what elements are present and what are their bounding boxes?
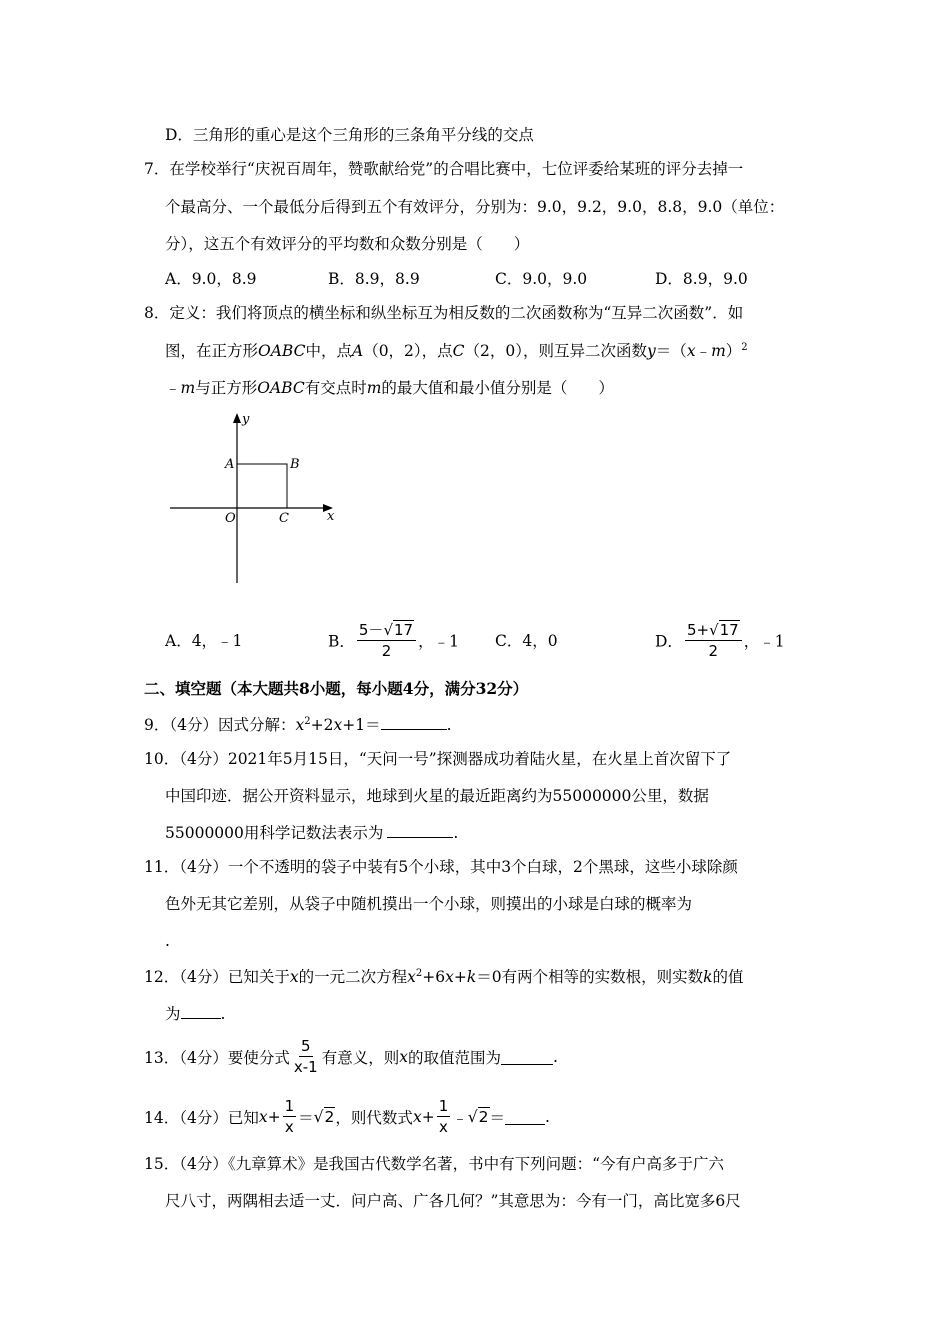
q8-option-a: A．4，﹣1 <box>165 632 243 650</box>
q10-end: . <box>453 824 459 842</box>
q7-line-2: 个最高分、一个最低分后得到五个有效评分，分别为：9.0，9.2，9.0，8.8，9.0（单位： <box>165 198 785 216</box>
sqrt-icon: √ <box>383 621 393 639</box>
q8-square-name: OABC <box>258 342 306 360</box>
q14-text: ＝ <box>489 1108 506 1127</box>
denominator: x <box>439 1118 448 1136</box>
q11-line-2: 色外无其它差别，从袋子中随机摸出一个小球，则摸出的小球是白球的概率为 <box>165 895 693 913</box>
fraction <box>357 620 416 661</box>
q10-line-2: 中国印迹．据公开资料显示，地球到火星的最近距离约为55000000公里，数据 <box>165 787 709 805</box>
q8-point-c: C <box>452 342 465 360</box>
q9 <box>144 714 452 736</box>
option-letter: D． <box>655 632 683 651</box>
q8-var-x: x <box>686 342 696 360</box>
q12-text: 12．（4分）已知关于 <box>144 968 290 986</box>
q14-text: + <box>267 1107 281 1126</box>
q14 <box>144 1096 550 1137</box>
q13-text: 的取值范围为 <box>407 1048 501 1067</box>
q12-text: +6 <box>422 968 446 986</box>
denominator: x-1 <box>293 1058 318 1076</box>
q8-point-a: A <box>351 342 364 360</box>
q7-option-c: C．9.0，9.0 <box>495 270 588 288</box>
y-axis-arrow <box>233 413 241 423</box>
q8-option-d <box>655 620 785 661</box>
sqrt-icon: √ <box>313 1107 324 1126</box>
q8-text: 中，点 <box>305 342 352 360</box>
q8-coordinate-figure <box>165 405 345 590</box>
label-o: O <box>225 511 236 526</box>
label-y: y <box>242 412 250 427</box>
q8-var-m: m <box>711 342 726 360</box>
q13-end: . <box>552 1047 558 1066</box>
q12-end: . <box>220 1005 226 1023</box>
q8-square-name: OABC <box>257 379 305 397</box>
numerator: 5+ <box>686 621 710 639</box>
option-letter: B． <box>328 632 355 651</box>
sqrt <box>468 1108 490 1126</box>
answer-blank[interactable] <box>381 715 447 730</box>
fraction <box>437 1096 451 1137</box>
numerator: 1 <box>438 1097 449 1115</box>
q10-line-3 <box>165 822 458 844</box>
q12-var: k <box>466 968 477 986</box>
label-c: C <box>279 511 289 526</box>
q8-text: ﹣ <box>695 342 712 360</box>
q9-var-x: x <box>295 716 305 734</box>
q9-text: 9．（4分）因式分解： <box>144 716 296 734</box>
q14-text: ，则代数式 <box>335 1108 413 1127</box>
q11-line-3: . <box>165 932 170 950</box>
q7-option-a: A．9.0，8.9 <box>165 270 257 288</box>
q9-text: +2 <box>310 716 334 734</box>
square-oabc <box>237 464 287 508</box>
fraction <box>685 620 742 661</box>
q12-exponent: 2 <box>415 967 423 979</box>
q8-text: （2，0），则互异二次函数 <box>464 342 648 360</box>
label-a: A <box>225 457 235 472</box>
sqrt-icon: √ <box>709 621 719 639</box>
q10-text: 55000000用科学记数法表示为 <box>165 824 384 842</box>
q14-var: x <box>412 1107 422 1126</box>
q9-end: . <box>446 716 452 734</box>
q7-option-d: D．8.9，9.0 <box>655 270 748 288</box>
q13 <box>144 1036 558 1077</box>
label-b: B <box>290 457 300 472</box>
q13-var: x <box>399 1047 408 1066</box>
q7-line-3: 分），这五个有效评分的平均数和众数分别是（ ） <box>165 235 530 253</box>
q14-text: + <box>421 1107 435 1126</box>
answer-blank[interactable] <box>501 1048 553 1065</box>
q13-text: 有意义，则 <box>321 1048 400 1067</box>
q8-text: ） <box>725 342 742 360</box>
q10-line-1: 10．（4分）2021年5月15日，“天问一号”探测器成功着陆火星，在火星上首次留下了 <box>144 750 732 768</box>
radicand: 17 <box>394 621 414 639</box>
q12-text: 的一元二次方程 <box>298 968 408 986</box>
answer-blank[interactable] <box>181 1004 221 1019</box>
q12-var: k <box>703 968 713 986</box>
q9-var-x: x <box>333 716 343 734</box>
q8-text: 有交点时 <box>304 379 367 397</box>
section-2-title: 二、填空题（本大题共8小题，每小题4分，满分32分） <box>144 679 529 698</box>
q11-line-1: 11．（4分）一个不透明的袋子中装有5个小球，其中3个白球，2个黑球，这些小球除颜 <box>144 858 738 876</box>
q14-text: ﹣ <box>452 1108 468 1127</box>
q12-text: ＝0有两个相等的实数根，则实数 <box>476 968 704 986</box>
fraction <box>283 1096 297 1137</box>
q8-var-y: y <box>647 342 656 360</box>
q9-exponent: 2 <box>304 715 311 727</box>
option-rest: ，﹣1 <box>743 632 785 651</box>
numerator: 1 <box>284 1097 295 1115</box>
q8-var-m: m <box>180 379 196 397</box>
q15-line-2: 尺八寸，两隅相去适一丈．问户高、广各几何？”其意思为：今有一门，高比宽多6尺 <box>165 1192 741 1210</box>
q8-line-1: 8．定义：我们将顶点的横坐标和纵坐标互为相反数的二次函数称为“互异二次函数”．如 <box>144 304 744 322</box>
q8-text: （0，2），点 <box>363 342 453 360</box>
q8-text: ﹣ <box>165 379 181 397</box>
q8-text: 图，在正方形 <box>165 342 259 360</box>
answer-blank[interactable] <box>387 823 453 838</box>
q8-exponent: 2 <box>741 341 748 353</box>
q14-text: 14．（4分）已知 <box>144 1108 259 1127</box>
denominator: x <box>284 1118 294 1136</box>
answer-blank[interactable] <box>505 1108 545 1125</box>
denominator: 2 <box>381 642 392 660</box>
q8-option-c: C．4，0 <box>495 632 558 650</box>
q15-line-1: 15．（4分）《九章算术》是我国古代数学名著，书中有下列问题：“今有户高多于广六 <box>144 1155 725 1173</box>
q9-text: +1＝ <box>342 716 381 734</box>
q8-option-b <box>328 620 459 661</box>
q8-line-2 <box>165 340 748 362</box>
q8-text: 的最大值和最小值分别是（ ） <box>381 379 614 397</box>
q7-line-1: 7．在学校举行“庆祝百周年，赞歌献给党”的合唱比赛中，七位评委给某班的评分去掉一 <box>144 160 744 178</box>
q12-line-1 <box>144 966 744 988</box>
q12-line-2 <box>165 1003 225 1025</box>
denominator: 2 <box>708 642 719 660</box>
sqrt-icon: √ <box>467 1107 478 1126</box>
q14-end: . <box>545 1107 550 1126</box>
numerator: 5 <box>300 1037 311 1055</box>
q12-var: x <box>407 968 416 986</box>
q6-option-d: D．三角形的重心是这个三角形的三条角平分线的交点 <box>165 126 534 144</box>
q12-text: 为 <box>165 1005 181 1023</box>
sqrt <box>314 1108 336 1126</box>
q7-option-b: B．8.9，8.9 <box>328 270 420 288</box>
q12-var: x <box>445 968 454 986</box>
q12-text: + <box>453 968 467 986</box>
label-x: x <box>327 509 335 524</box>
q14-var: x <box>258 1107 268 1126</box>
radicand: 2 <box>478 1107 489 1126</box>
q8-text: ＝（ <box>655 342 687 360</box>
q8-var-m: m <box>366 379 382 397</box>
fraction <box>292 1036 320 1077</box>
q8-line-3 <box>165 377 614 399</box>
q8-text: 与正方形 <box>195 379 258 397</box>
q12-var: x <box>289 968 299 986</box>
q13-text: 13．（4分）要使分式 <box>144 1048 290 1067</box>
radicand: 2 <box>324 1107 335 1126</box>
q12-text: 的值 <box>712 968 744 986</box>
q14-text: ＝ <box>298 1108 314 1127</box>
radicand: 17 <box>719 621 739 639</box>
numerator: 5－ <box>358 621 384 639</box>
option-rest: ，﹣1 <box>418 632 459 651</box>
